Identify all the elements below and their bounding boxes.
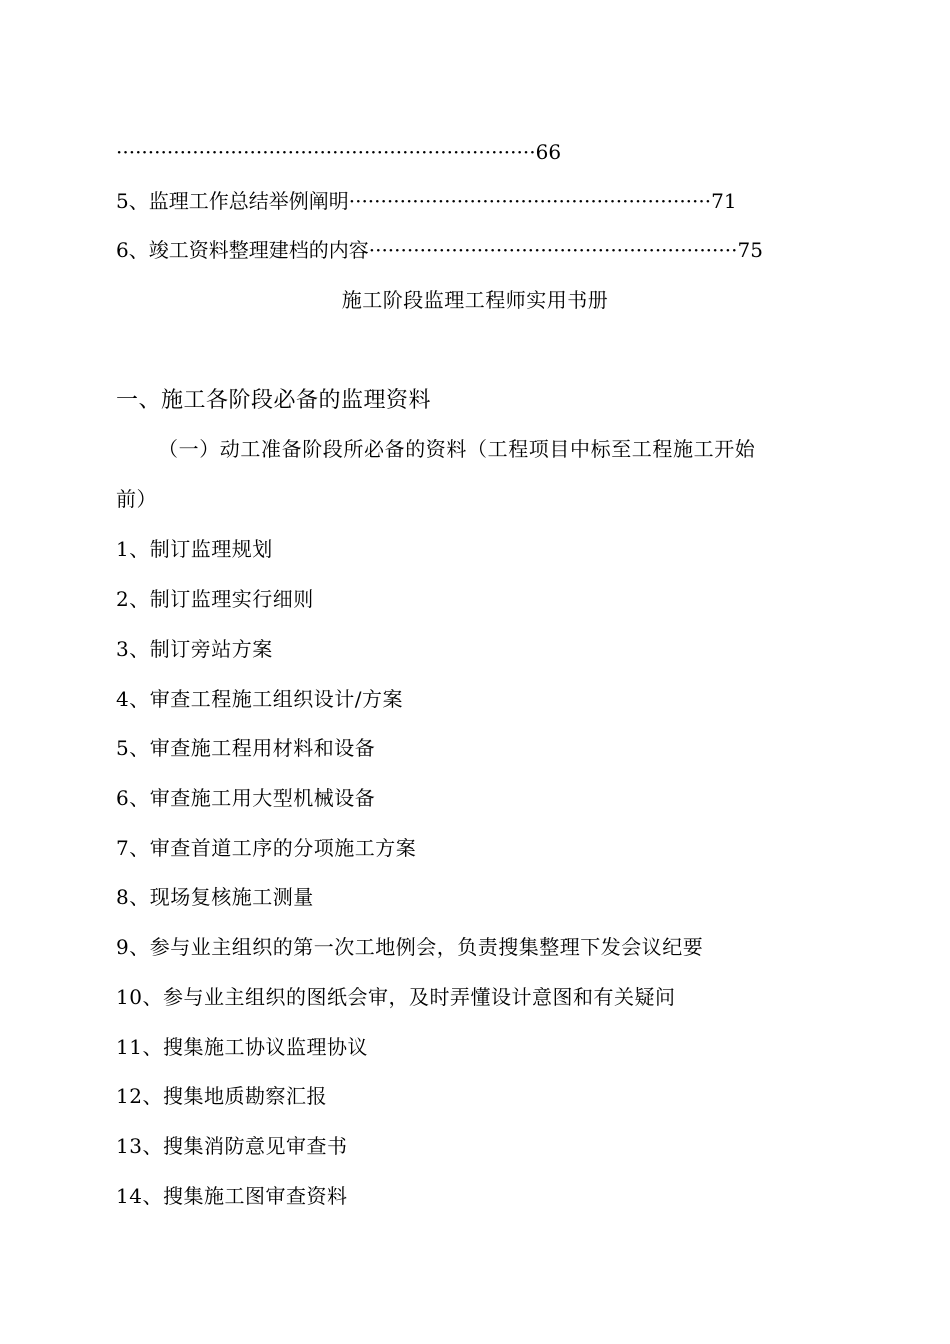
list-item: 10、参与业主组织的图纸会审，及时弄懂设计意图和有关疑问: [116, 985, 676, 1009]
list-item: 8、现场复核施工测量: [116, 885, 314, 909]
toc-leader-dots: ··································································: [116, 140, 536, 164]
toc-entry-title: 5、监理工作总结举例阐明: [116, 189, 349, 213]
toc-leader-dots: ··························································: [368, 238, 738, 262]
document-title: 施工阶段监理工程师实用书册: [341, 288, 609, 312]
toc-page-number: 71: [711, 189, 737, 213]
toc-page-number: 75: [737, 238, 763, 262]
list-item: 9、参与业主组织的第一次工地例会，负责搜集整理下发会议纪要: [116, 935, 704, 959]
toc-entry-title: 6、竣工资料整理建档的内容: [116, 238, 369, 262]
list-item: 1、制订监理规划: [116, 537, 273, 561]
list-item: 4、审查工程施工组织设计/方案: [116, 687, 403, 711]
section-heading: 一、施工各阶段必备的监理资料: [116, 388, 432, 413]
toc-page-number: 66: [535, 140, 562, 164]
toc-entry-continuation: [116, 139, 561, 165]
toc-entry-6: [116, 237, 763, 263]
list-item: 5、审查施工程用材料和设备: [116, 736, 376, 760]
list-item: 13、搜集消防意见审查书: [116, 1134, 348, 1158]
subsection-heading-continuation: 前）: [116, 487, 157, 511]
list-item: 11、搜集施工协议监理协议: [116, 1035, 368, 1059]
list-item: 2、制订监理实行细则: [116, 587, 314, 611]
subsection-heading: （一）动工准备阶段所必备的资料（工程项目中标至工程施工开始: [158, 437, 756, 461]
list-item: 6、审查施工用大型机械设备: [116, 786, 376, 810]
toc-leader-dots: ·························································: [348, 189, 712, 213]
toc-entry-5: [116, 188, 737, 214]
list-item: 3、制订旁站方案: [116, 637, 273, 661]
list-item: 14、搜集施工图审查资料: [116, 1184, 348, 1208]
list-item: 7、审查首道工序的分项施工方案: [116, 836, 417, 860]
list-item: 12、搜集地质勘察汇报: [116, 1084, 327, 1108]
